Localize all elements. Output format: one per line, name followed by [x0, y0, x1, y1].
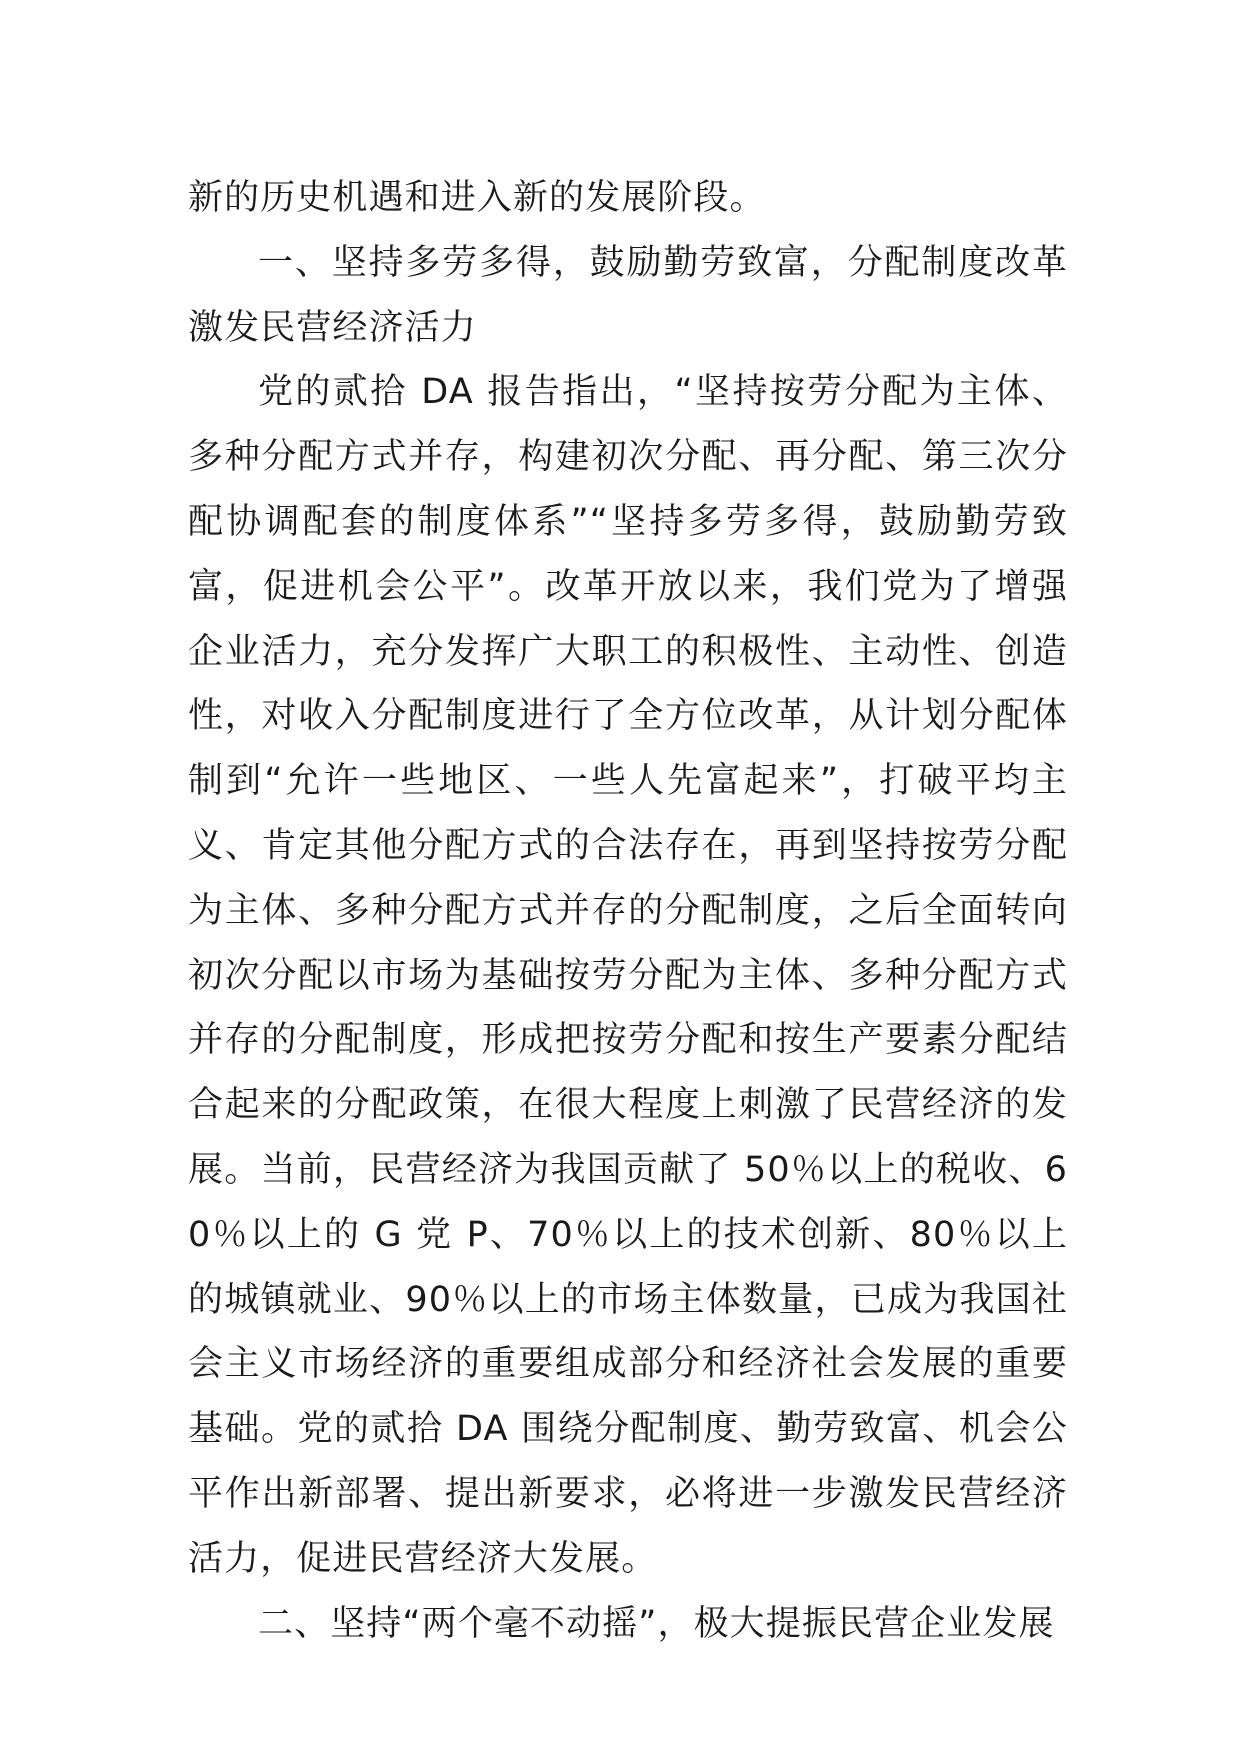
document-body — [188, 166, 1068, 1656]
paragraph-continuation: 新的历史机遇和进入新的发展阶段。 — [188, 178, 766, 218]
section-heading-one: 一、坚持多劳多得，鼓励勤劳致富，分配制度改革激发民营经济活力 — [188, 242, 1068, 348]
section-heading-two: 二、坚持“两个毫不动摇”，极大提振民营企业发展 — [258, 1603, 1055, 1644]
body-paragraph: 党的贰拾 DA 报告指出，“坚持按劳分配为主体、多种分配方式并存，构建初次分配、再分配、第三次分配协调配套的制度体系”“坚持多劳多得，鼓励勤劳致富，促进机会公平”。改革开放以来，我们党为了增强企业活力，充分发挥广大职工的积极性、主动性、创造性，对收入分配制度进行了全方位改革，从计划分配体制到“允许一些地区、一些人先富起来”，打破平均主义、肯定其他分配方式的合法存在，再到坚持按劳分配为主体、多种分配方式并存的分配制度，之后全面转向初次分配以市场为基础按劳分配为主体、多种分配方式并存的分配制度，形成把按劳分配和按生产要素分配结合起来的分配政策，在很大程度上刺激了民营经济的发展。当前，民营经济为我国贡献了 50％以上的税收、60％以上的 G 党 P、70％以上的技术创新、80％以上的城镇就业、90％以上的市场主体数量，已成为我国社会主义市场经济的重要组成部分和经济社会发展的重要基础。党的贰拾 DA 围绕分配制度、勤劳致富、机会公平作出新部署、提出新要求，必将进一步激发民营经济活力，促进民营经济大发展。 — [188, 372, 1068, 1579]
